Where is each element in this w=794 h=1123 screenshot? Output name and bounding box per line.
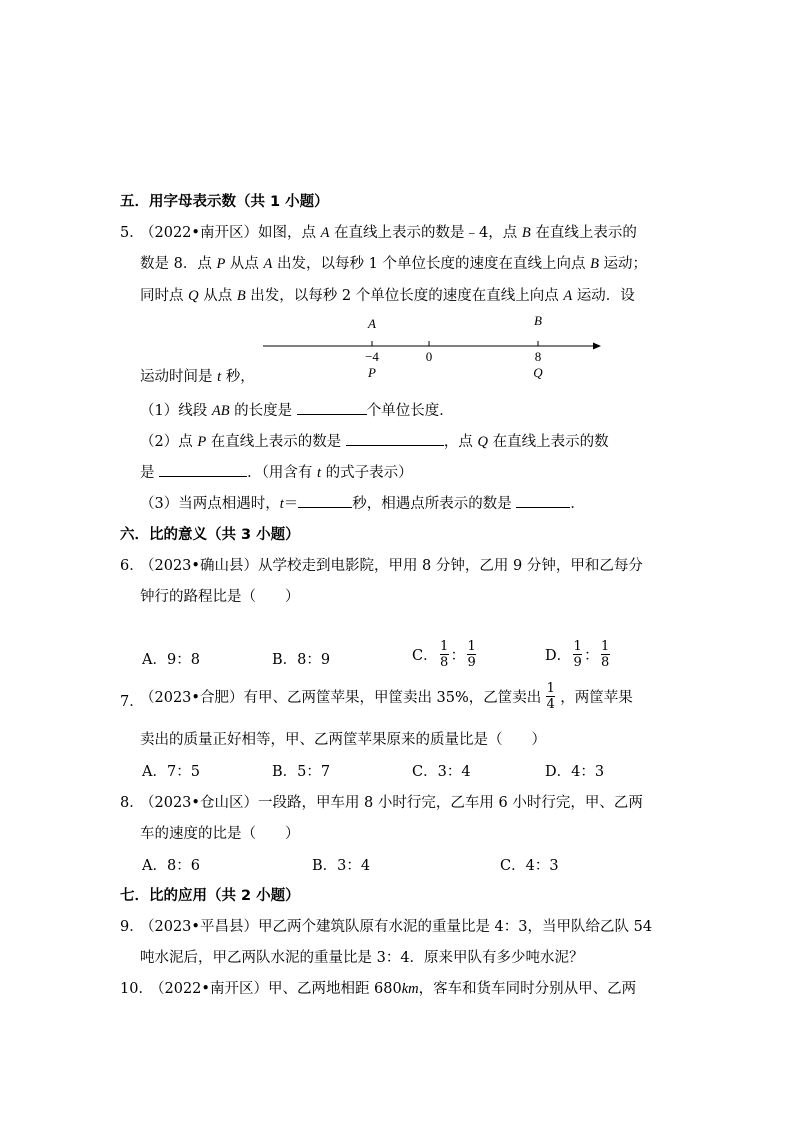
q7-line-1 [140, 682, 633, 711]
q5-sub-1 [140, 399, 454, 420]
text: 出发，以每秒 1 个单位长度的速度在直线上向点 [272, 256, 591, 272]
text: （2022•南开区）甲、乙两地相距 680 [150, 981, 402, 997]
answer-blank[interactable] [159, 463, 247, 477]
label-B: B [534, 313, 542, 328]
q6-option-c[interactable] [412, 640, 478, 669]
text: 的式子表示） [321, 465, 413, 481]
q8-option-c[interactable]: C．4：3 [500, 858, 559, 874]
numerator: 1 [439, 639, 449, 654]
var-B: B [590, 256, 599, 272]
var-A: A [563, 288, 573, 304]
q9-line-1: （2023•平昌县）甲乙两个建筑队原有水泥的重量比是 4：3，当甲队给乙队 54 [140, 919, 653, 935]
text: 在直线上表示的数是﹣4，点 [329, 225, 522, 241]
denominator: 9 [573, 655, 582, 670]
text: ，点 [443, 434, 478, 450]
text: （3）当两点相遇时， [140, 496, 280, 512]
var-Q: Q [477, 434, 489, 450]
q6-option-d[interactable] [545, 640, 612, 669]
option-label: C． [412, 648, 438, 664]
var-P: P [197, 434, 207, 450]
text: 在直线上表示的数 [488, 434, 609, 450]
text: 运动．设 [572, 288, 635, 304]
q7-option-b[interactable]: B．5：7 [272, 764, 331, 780]
var-t: t [316, 465, 321, 481]
fraction [546, 682, 555, 711]
var-B: B [521, 225, 531, 241]
question-number-8: 8． [120, 795, 144, 811]
q6-option-b[interactable]: B．8：9 [272, 652, 331, 668]
answer-blank[interactable] [346, 432, 444, 446]
var-P: P [216, 256, 226, 272]
q10-line-1 [150, 977, 636, 998]
q8-line-1: （2023•仓山区）一段路，甲车用 8 小时行完，乙车用 6 小时行完，甲、乙两 [140, 795, 643, 811]
text: 秒， [221, 369, 255, 385]
fraction [573, 640, 582, 669]
text: 数是 8．点 [140, 256, 217, 272]
q5-line-1 [140, 221, 637, 242]
q5-sub-2 [140, 430, 609, 451]
q5-sub-2-cont [140, 461, 413, 482]
option-label: D． [545, 648, 572, 664]
tick-label-minus-4: −4 [365, 349, 379, 364]
q7-line-2: 卖出的质量正好相等，甲、乙两筐苹果原来的质量比是（ ） [140, 732, 546, 748]
tick-label-8: 8 [534, 349, 542, 364]
q7-option-d[interactable]: D．4：3 [545, 764, 605, 780]
text: 秒，相遇点所表示的数是 [352, 496, 517, 512]
q8-option-a[interactable]: A．8：6 [142, 858, 200, 874]
text: 同时点 [140, 288, 189, 304]
text: 从点 [198, 288, 237, 304]
answer-blank[interactable] [516, 494, 570, 508]
section-heading-7: 七．比的应用（共 2 小题） [120, 888, 300, 904]
text: 运动； [598, 256, 648, 272]
numerator: 1 [601, 639, 610, 654]
var-t: t [217, 369, 222, 385]
var-AB: AB [211, 403, 230, 419]
var-Q: Q [188, 288, 199, 304]
q5-line-4 [140, 365, 255, 386]
numerator: 1 [573, 639, 582, 654]
text: （2022•南开区）如图，点 [140, 225, 321, 241]
question-number-7: 7． [120, 694, 144, 710]
tick-label-0: 0 [425, 349, 433, 364]
text: （2023•合肥）有甲、乙两筐苹果，甲筐卖出 35%，乙筐卖出 [140, 690, 542, 706]
unit-km: km [401, 981, 419, 997]
label-Q: Q [533, 365, 543, 380]
numerator: 1 [467, 639, 476, 654]
var-A: A [320, 225, 330, 241]
q5-line-3 [140, 284, 635, 305]
q7-option-a[interactable]: A．7：5 [142, 764, 200, 780]
text: 个单位长度． [366, 403, 454, 419]
numerator: 1 [546, 681, 555, 696]
var-B: B [236, 288, 246, 304]
q6-line-2: 钟行的路程比是（ ） [140, 589, 300, 605]
label-P: P [368, 365, 376, 380]
number-line-arrow [593, 343, 601, 350]
q8-option-b[interactable]: B．3：4 [312, 858, 371, 874]
fraction [467, 640, 476, 669]
text: ．（用含有 [247, 465, 317, 481]
fraction [601, 640, 610, 669]
text: 从点 [225, 256, 264, 272]
ratio-sign: ： [450, 648, 466, 664]
text: 在直线上表示的 [530, 225, 637, 241]
text: （2）点 [140, 434, 198, 450]
fraction [440, 640, 449, 669]
q8-line-2: 车的速度的比是（ ） [140, 826, 300, 842]
answer-blank[interactable] [297, 401, 367, 415]
q7-option-c[interactable]: C．3：4 [412, 764, 471, 780]
text: 出发，以每秒 2 个单位长度的速度在直线上向点 [245, 288, 564, 304]
q9-line-2: 吨水泥后，甲乙两队水泥的重量比是 3：4．原来甲队有多少吨水泥？ [140, 950, 584, 966]
denominator: 9 [467, 655, 476, 670]
text: 的长度是 [229, 403, 297, 419]
question-number-10: 10． [120, 981, 153, 997]
text: ＝ [283, 496, 299, 512]
text: ． [570, 496, 585, 512]
text: ，两筐苹果 [560, 690, 633, 706]
question-number-6: 6． [120, 558, 144, 574]
number-line-figure [255, 310, 610, 382]
text: ，客车和货车同时分别从甲、乙两 [418, 981, 637, 997]
question-number-9: 9． [120, 919, 144, 935]
q6-option-a[interactable]: A．9：8 [142, 652, 200, 668]
text: 运动时间是 [140, 369, 218, 385]
text: （1）线段 [140, 403, 212, 419]
var-A: A [263, 256, 273, 272]
var-t: t [279, 496, 284, 512]
q5-line-2 [140, 252, 647, 273]
text: 是 [140, 465, 160, 481]
label-A: A [368, 316, 376, 331]
ratio-sign: ： [584, 648, 599, 664]
answer-blank[interactable] [298, 494, 352, 508]
q6-line-1: （2023•确山县）从学校走到电影院，甲用 8 分钟，乙用 9 分钟，甲和乙每分 [140, 558, 643, 574]
denominator: 8 [439, 655, 449, 670]
section-heading-6: 六．比的意义（共 3 小题） [120, 527, 300, 543]
section-heading-5: 五．用字母表示数（共 1 小题） [120, 194, 329, 210]
question-number-5: 5． [120, 225, 144, 241]
text: 在直线上表示的数是 [206, 434, 346, 450]
q5-sub-3 [140, 492, 585, 513]
denominator: 8 [601, 655, 610, 670]
denominator: 4 [546, 697, 555, 712]
